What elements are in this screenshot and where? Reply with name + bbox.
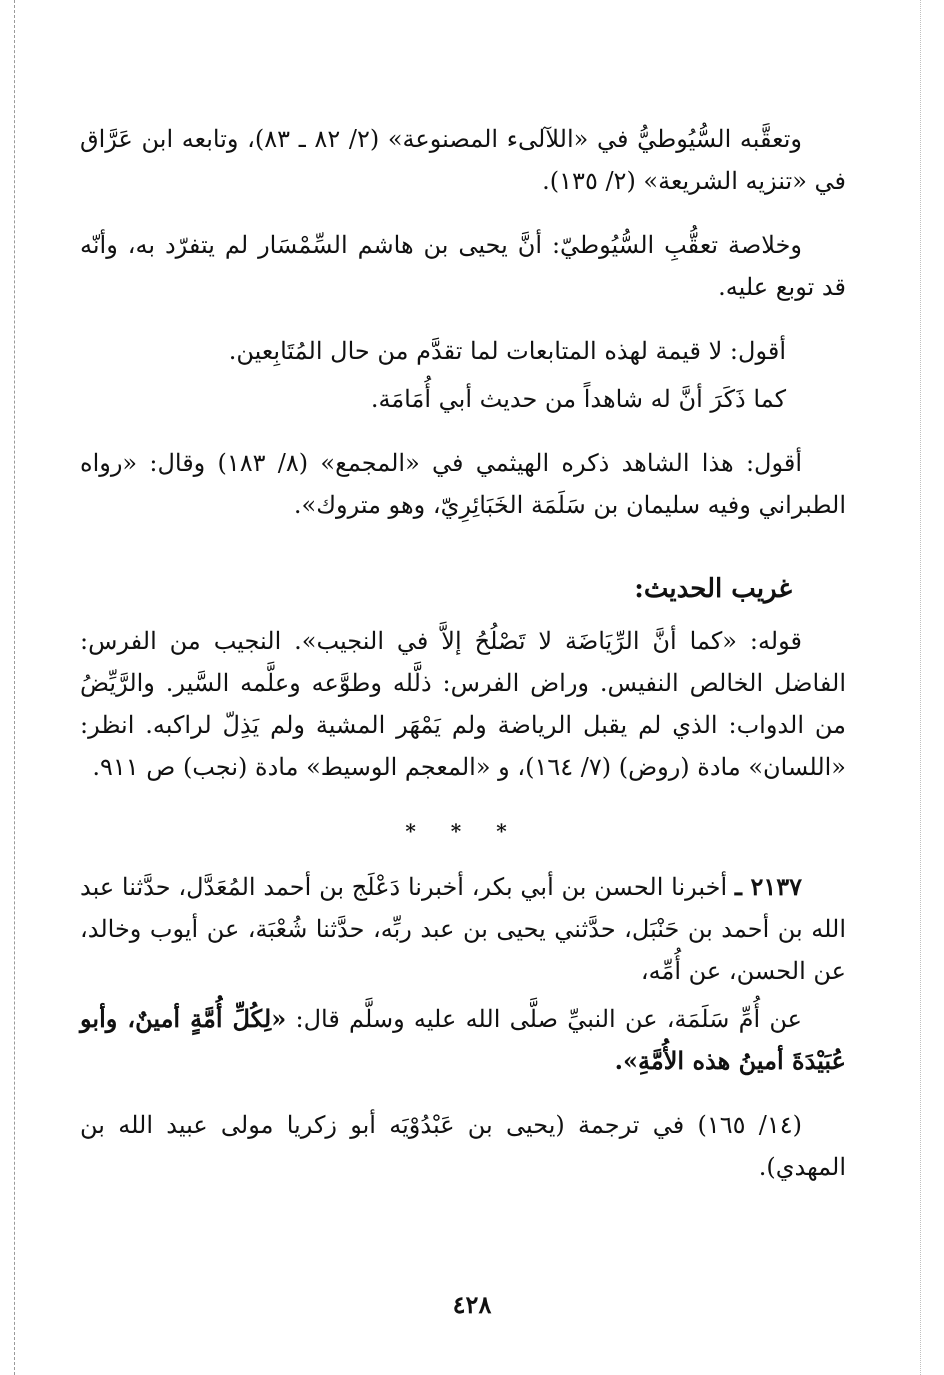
page-number: ٤٢٨: [452, 1290, 492, 1319]
paragraph-suyuti-summary: وخلاصة تعقُّبِ السُّيُوطيّ: أنَّ يحيى بن هاشم السِّمْسَار لم يتفرّد به، وأنّه قد توبع عليه.: [80, 231, 846, 301]
paragraph-haythami: أقول: هذا الشاهد ذكره الهيثمي في «المجمع» (٨/ ١٨٣) وقال: «رواه الطبراني وفيه سليمان بن سَلَمَة الخَبَائِرِيّ، وهو متروك».: [80, 449, 846, 519]
footnote-reference: (١٤/ ١٦٥) في ترجمة (يحيى بن عَبْدُوْيَه أبو زكريا مولى عبيد الله بن المهدي).: [80, 1111, 846, 1181]
hadith-chain-text: أخبرنا الحسن بن أبي بكر، أخبرنا دَعْلَج بن أحمد المُعَدَّل، حدَّثنا عبد الله بن أحمد بن حَنْبَل، حدَّثني يحيى بن عبد ربِّه، حدَّثنا شُعْبَة، عن أيوب وخالد، عن الحسن، عن أُمِّه،: [80, 873, 846, 985]
hadith-number: ٢١٣٧ ـ: [734, 872, 802, 901]
page-body: [80, 118, 846, 1210]
hadith-matn-intro: عن أُمِّ سَلَمَة، عن النبيِّ صلَّى الله عليه وسلَّم قال:: [295, 1005, 802, 1033]
section-heading-gharib: غريب الحديث:: [634, 574, 792, 604]
paragraph-witness-mention: كما ذَكَرَ أنَّ له شاهداً من حديث أبي أُمَامَة.: [370, 385, 786, 413]
paragraph-gharib-explanation: قوله: «كما أنَّ الرِّيَاضَة لا تَصْلُحُ إلاَّ في النجيب». النجيب من الفرس: الفاضل الخالص النفيس. وراض الفرس: ذلَّله وطوَّعه وعلَّمه السَّير. والرَّيِّضُ من الدواب: الذي لم يقبل الرياضة ولم يَمْهَر المشية ولم يَذِلّ لراكبه. انظر: «اللسان» مادة (روض) (٧/ ١٦٤)، و «المعجم الوسيط» مادة (نجب) ص ٩١١.: [80, 627, 846, 781]
hadith-matn: [80, 998, 846, 1082]
hadith-isnad: [80, 866, 846, 992]
section-separator: * * *: [405, 819, 521, 843]
hadith-matn-text: «لِكُلِّ أُمَّةٍ أمينٌ، وأبو عُبَيْدَةَ أمينُ هذه الأُمَّةِ».: [80, 1004, 846, 1075]
scan-edge-line: [14, 0, 15, 1375]
scan-edge-line-right: [920, 0, 921, 1375]
paragraph-suyuti-commentary: وتعقَّبه السُّيُوطيُّ في «اللآلىء المصنوعة» (٢/ ٨٢ ـ ٨٣)، وتابعه ابن عَرَّاق في «تنزيه الشريعة» (٢/ ١٣٥).: [80, 125, 846, 195]
paragraph-author-opinion: أقول: لا قيمة لهذه المتابعات لما تقدَّم من حال المُتَابِعين.: [228, 337, 786, 365]
